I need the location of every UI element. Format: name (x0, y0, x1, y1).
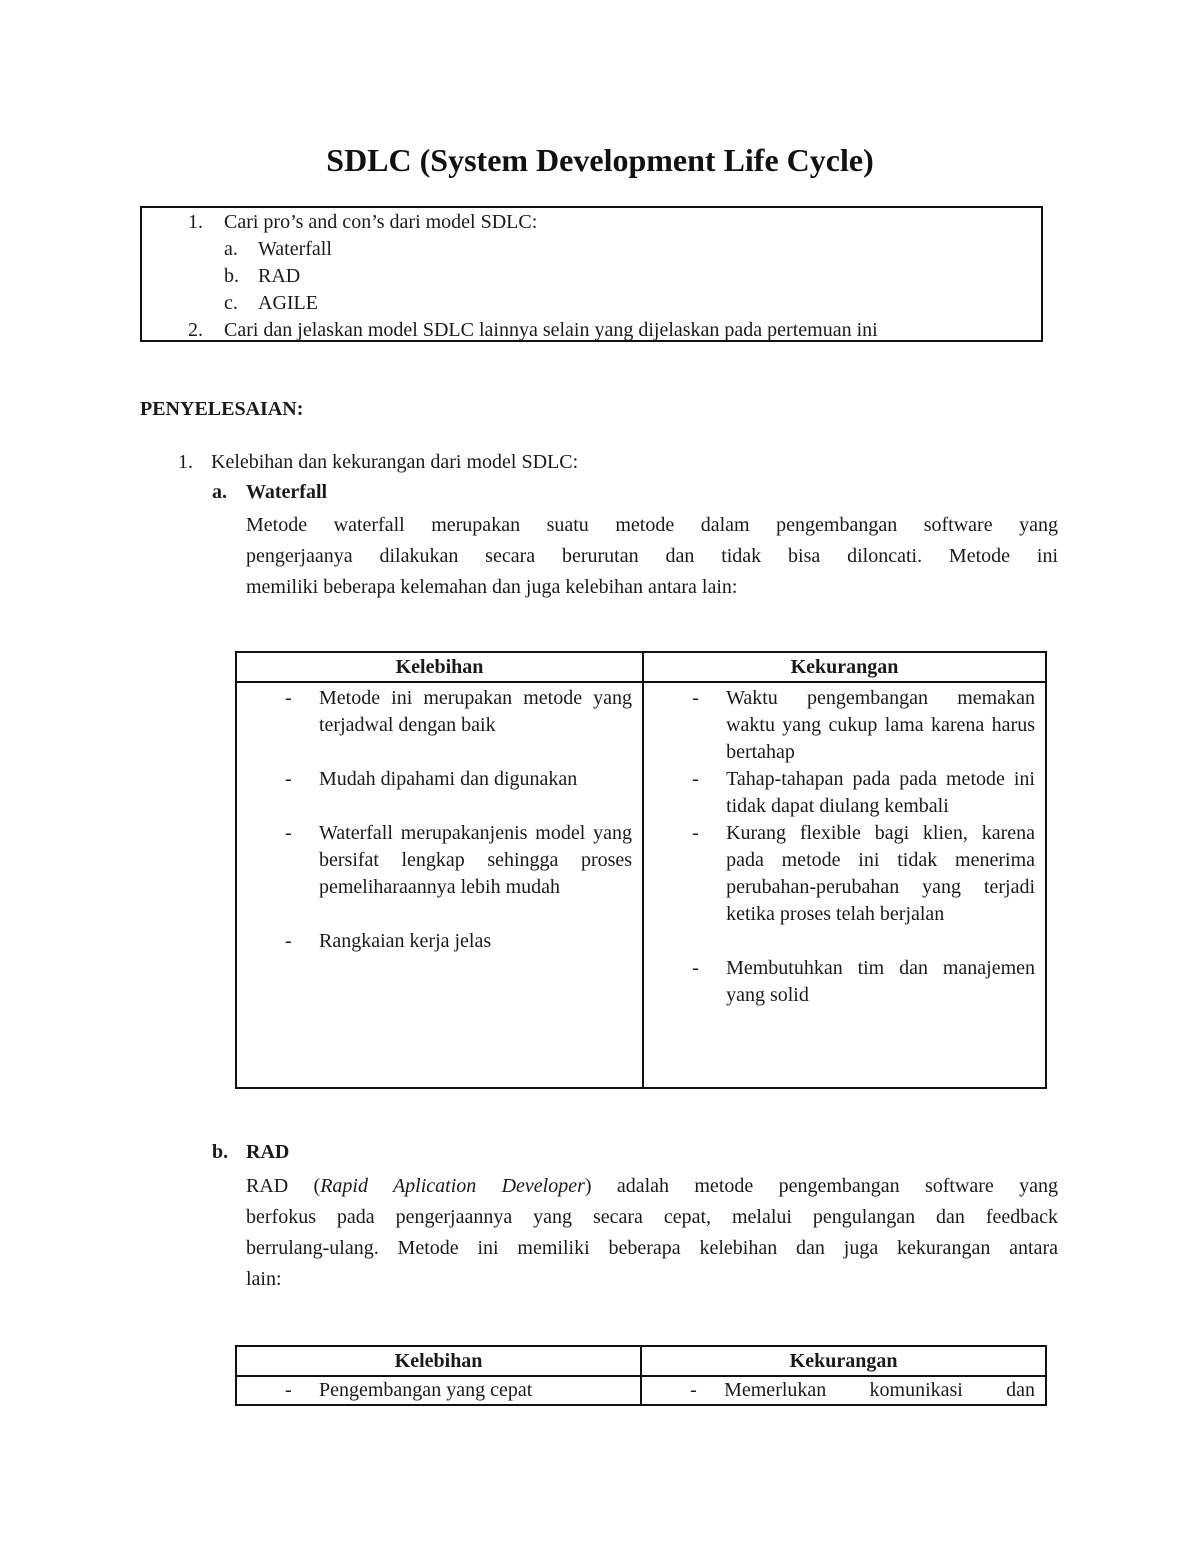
rad-cons-cell (641, 1376, 1046, 1405)
waterfall-para-line: Metode waterfall merupakan suatu metode dalam pengembangan software yang (246, 514, 1058, 536)
rad-heading (212, 1141, 290, 1164)
waterfall-title: Waterfall (246, 481, 328, 503)
rad-para-rest: ) adalah metode pengembangan software yang (584, 1175, 1059, 1197)
rad-paragraph (246, 1171, 1058, 1295)
cons-item: - Waktu pengembangan memakan waktu yang cukup lama karena harus bertahap (644, 685, 1045, 766)
waterfall-cons-cell (643, 682, 1046, 1088)
cons-item: - Tahap-tahapan pada pada metode ini tidak dapat diulang kembali (644, 766, 1045, 820)
waterfall-col-pros: Kelebihan (236, 652, 643, 682)
waterfall-para-line: pengerjaanya dilakukan secara berurutan dan tidak bisa diloncati. Metode ini (246, 545, 1058, 567)
task-text-a: Waterfall (258, 238, 332, 260)
task-num-2: 2. (188, 319, 203, 341)
rad-para-italic: Rapid Aplication Developer (320, 1175, 585, 1197)
task-box (140, 206, 1043, 342)
rad-para-line: lain: (246, 1268, 282, 1290)
rad-pros-cell (236, 1376, 641, 1405)
task-num-1: 1. (188, 211, 203, 233)
rad-title: RAD (246, 1141, 290, 1163)
pros-item: - Waterfall merupakanjenis model yang bersifat lengkap sehingga proses pemeliharaannya lebih mudah (237, 820, 642, 901)
cons-item: - Membutuhkan tim dan manajemen yang solid (644, 955, 1045, 1009)
rad-para-line: berfokus pada pengerjaannya yang secara cepat, melalui pengulangan dan feedback (246, 1206, 1058, 1228)
waterfall-table (235, 651, 1047, 1089)
page-title: SDLC (System Development Life Cycle) (326, 142, 874, 178)
task-num-a: a. (224, 238, 238, 260)
waterfall-heading (212, 481, 328, 504)
answer-heading: PENYELESAIAN: (140, 398, 304, 420)
pros-item: - Rangkaian kerja jelas (237, 928, 642, 955)
waterfall-para-line: memiliki beberapa kelemahan dan juga kelebihan antara lain: (246, 576, 738, 598)
waterfall-pros-cell (236, 682, 643, 1088)
answer-item-1-text: Kelebihan dan kekurangan dari model SDLC: (211, 451, 579, 473)
rad-col-cons: Kekurangan (641, 1346, 1046, 1376)
rad-para-line (246, 1171, 1058, 1202)
waterfall-col-cons: Kekurangan (643, 652, 1046, 682)
answer-item-1-num: 1. (178, 451, 193, 473)
task-num-b: b. (224, 265, 239, 287)
rad-letter: b. (212, 1141, 229, 1163)
pros-item: - Mudah dipahami dan digunakan (237, 766, 642, 793)
task-text-2: Cari dan jelaskan model SDLC lainnya selain yang dijelaskan pada pertemuan ini (224, 319, 878, 341)
task-text-b: RAD (258, 265, 301, 287)
rad-para-prefix: RAD ( (246, 1175, 321, 1197)
rad-para-line: berrulang-ulang. Metode ini memiliki beberapa kelebihan dan juga kekurangan antara (246, 1237, 1058, 1259)
waterfall-paragraph (246, 510, 1058, 603)
cons-item: - Memerlukan komunikasi dan (642, 1377, 1045, 1404)
rad-col-pros: Kelebihan (236, 1346, 641, 1376)
waterfall-letter: a. (212, 481, 227, 503)
cons-item: - Kurang flexible bagi klien, karena pada metode ini tidak menerima perubahan-perubahan yang terjadi ketika proses telah berjalan (644, 820, 1045, 928)
pros-item: - Pengembangan yang cepat (237, 1377, 640, 1404)
task-num-c: c. (224, 292, 238, 314)
task-text-c: AGILE (258, 292, 318, 314)
task-text-1: Cari pro’s and con’s dari model SDLC: (224, 211, 538, 233)
rad-table (235, 1345, 1047, 1406)
pros-item: - Metode ini merupakan metode yang terjadwal dengan baik (237, 685, 642, 739)
